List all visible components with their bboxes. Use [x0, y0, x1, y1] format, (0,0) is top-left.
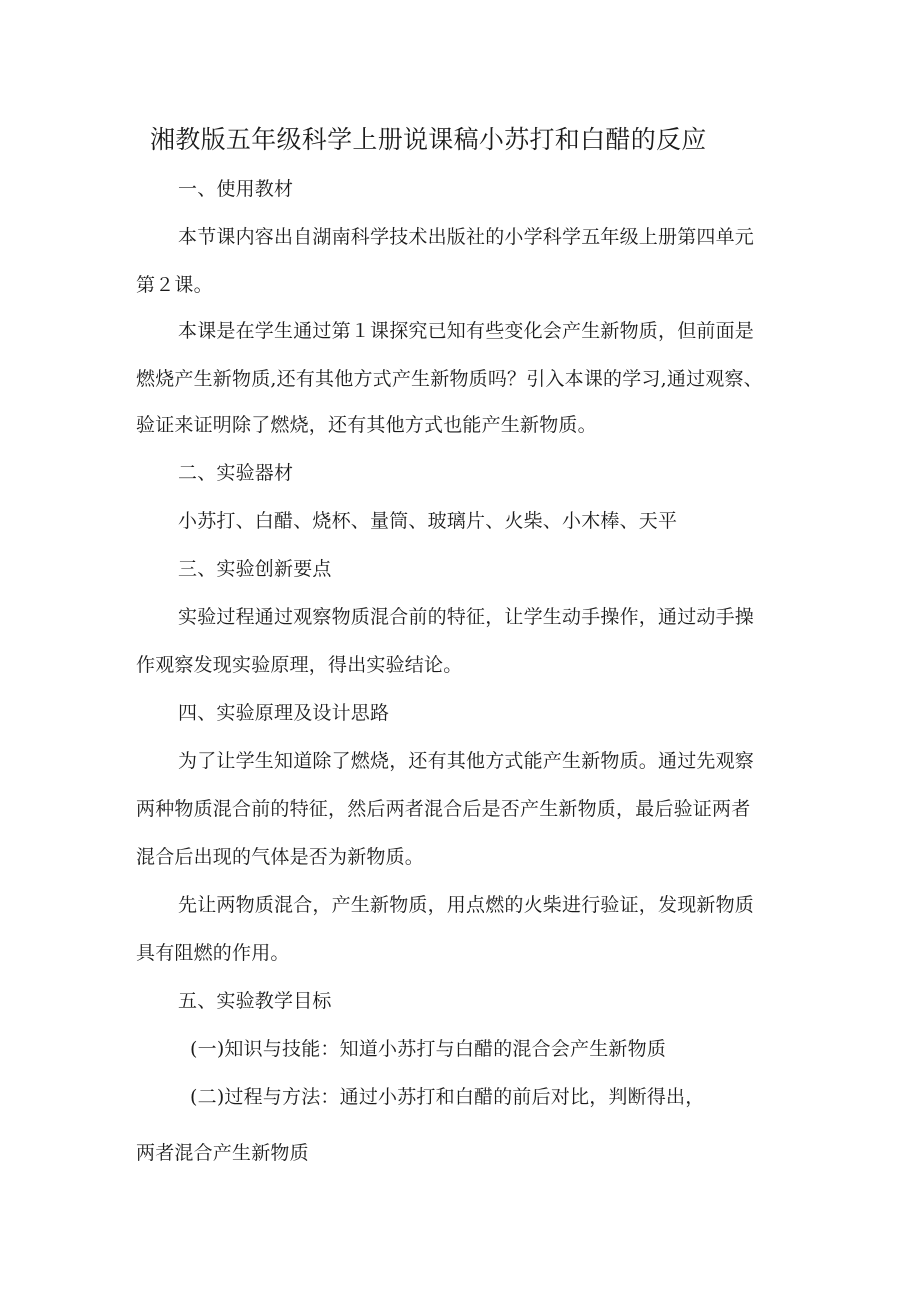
- paragraph-line: 小苏打、白醋、烧杯、量筒、玻璃片、火柴、小木棒、天平: [178, 510, 678, 532]
- paragraph-line: 燃烧产生新物质,还有其他方式产生新物质吗？引入本课的学习,通过观察、: [136, 368, 763, 390]
- section-heading-innovation: 三、实验创新要点: [178, 558, 332, 580]
- paragraph-line: 本课是在学生通过第１课探究已知有些变化会产生新物质，但前面是: [178, 320, 755, 342]
- paragraph-line: 第２课。: [136, 274, 213, 296]
- section-heading-equipment: 二、实验器材: [178, 462, 294, 484]
- section-heading-materials: 一、使用教材: [178, 178, 294, 200]
- paragraph-line: 本节课内容出自湖南科学技术出版社的小学科学五年级上册第四单元: [178, 226, 755, 248]
- paragraph-line: 两种物质混合前的特征，然后两者混合后是否产生新物质，最后验证两者: [136, 798, 751, 820]
- paragraph-line: 实验过程通过观察物质混合前的特征，让学生动手操作，通过动手操: [178, 606, 755, 628]
- document-title: 湘教版五年级科学上册说课稿小苏打和白醋的反应: [150, 125, 707, 154]
- paragraph-line: 作观察发现实验原理，得出实验结论。: [136, 654, 463, 676]
- objective-item: (一)知识与技能：知道小苏打与白醋的混合会产生新物质: [190, 1038, 667, 1060]
- section-heading-objectives: 五、实验教学目标: [178, 990, 332, 1012]
- paragraph-line: 两者混合产生新物质: [136, 1142, 309, 1164]
- objective-item: (二)过程与方法：通过小苏打和白醋的前后对比，判断得出，: [190, 1086, 705, 1108]
- paragraph-line: 验证来证明除了燃烧，还有其他方式也能产生新物质。: [136, 414, 597, 436]
- paragraph-line: 具有阻燃的作用。: [136, 942, 290, 964]
- paragraph-line: 为了让学生知道除了燃烧，还有其他方式能产生新物质。通过先观察: [178, 750, 755, 772]
- section-heading-principle: 四、实验原理及设计思路: [178, 702, 390, 724]
- paragraph-line: 先让两物质混合，产生新物质，用点燃的火柴进行验证，发现新物质: [178, 894, 755, 916]
- paragraph-line: 混合后出现的气体是否为新物质。: [136, 846, 425, 868]
